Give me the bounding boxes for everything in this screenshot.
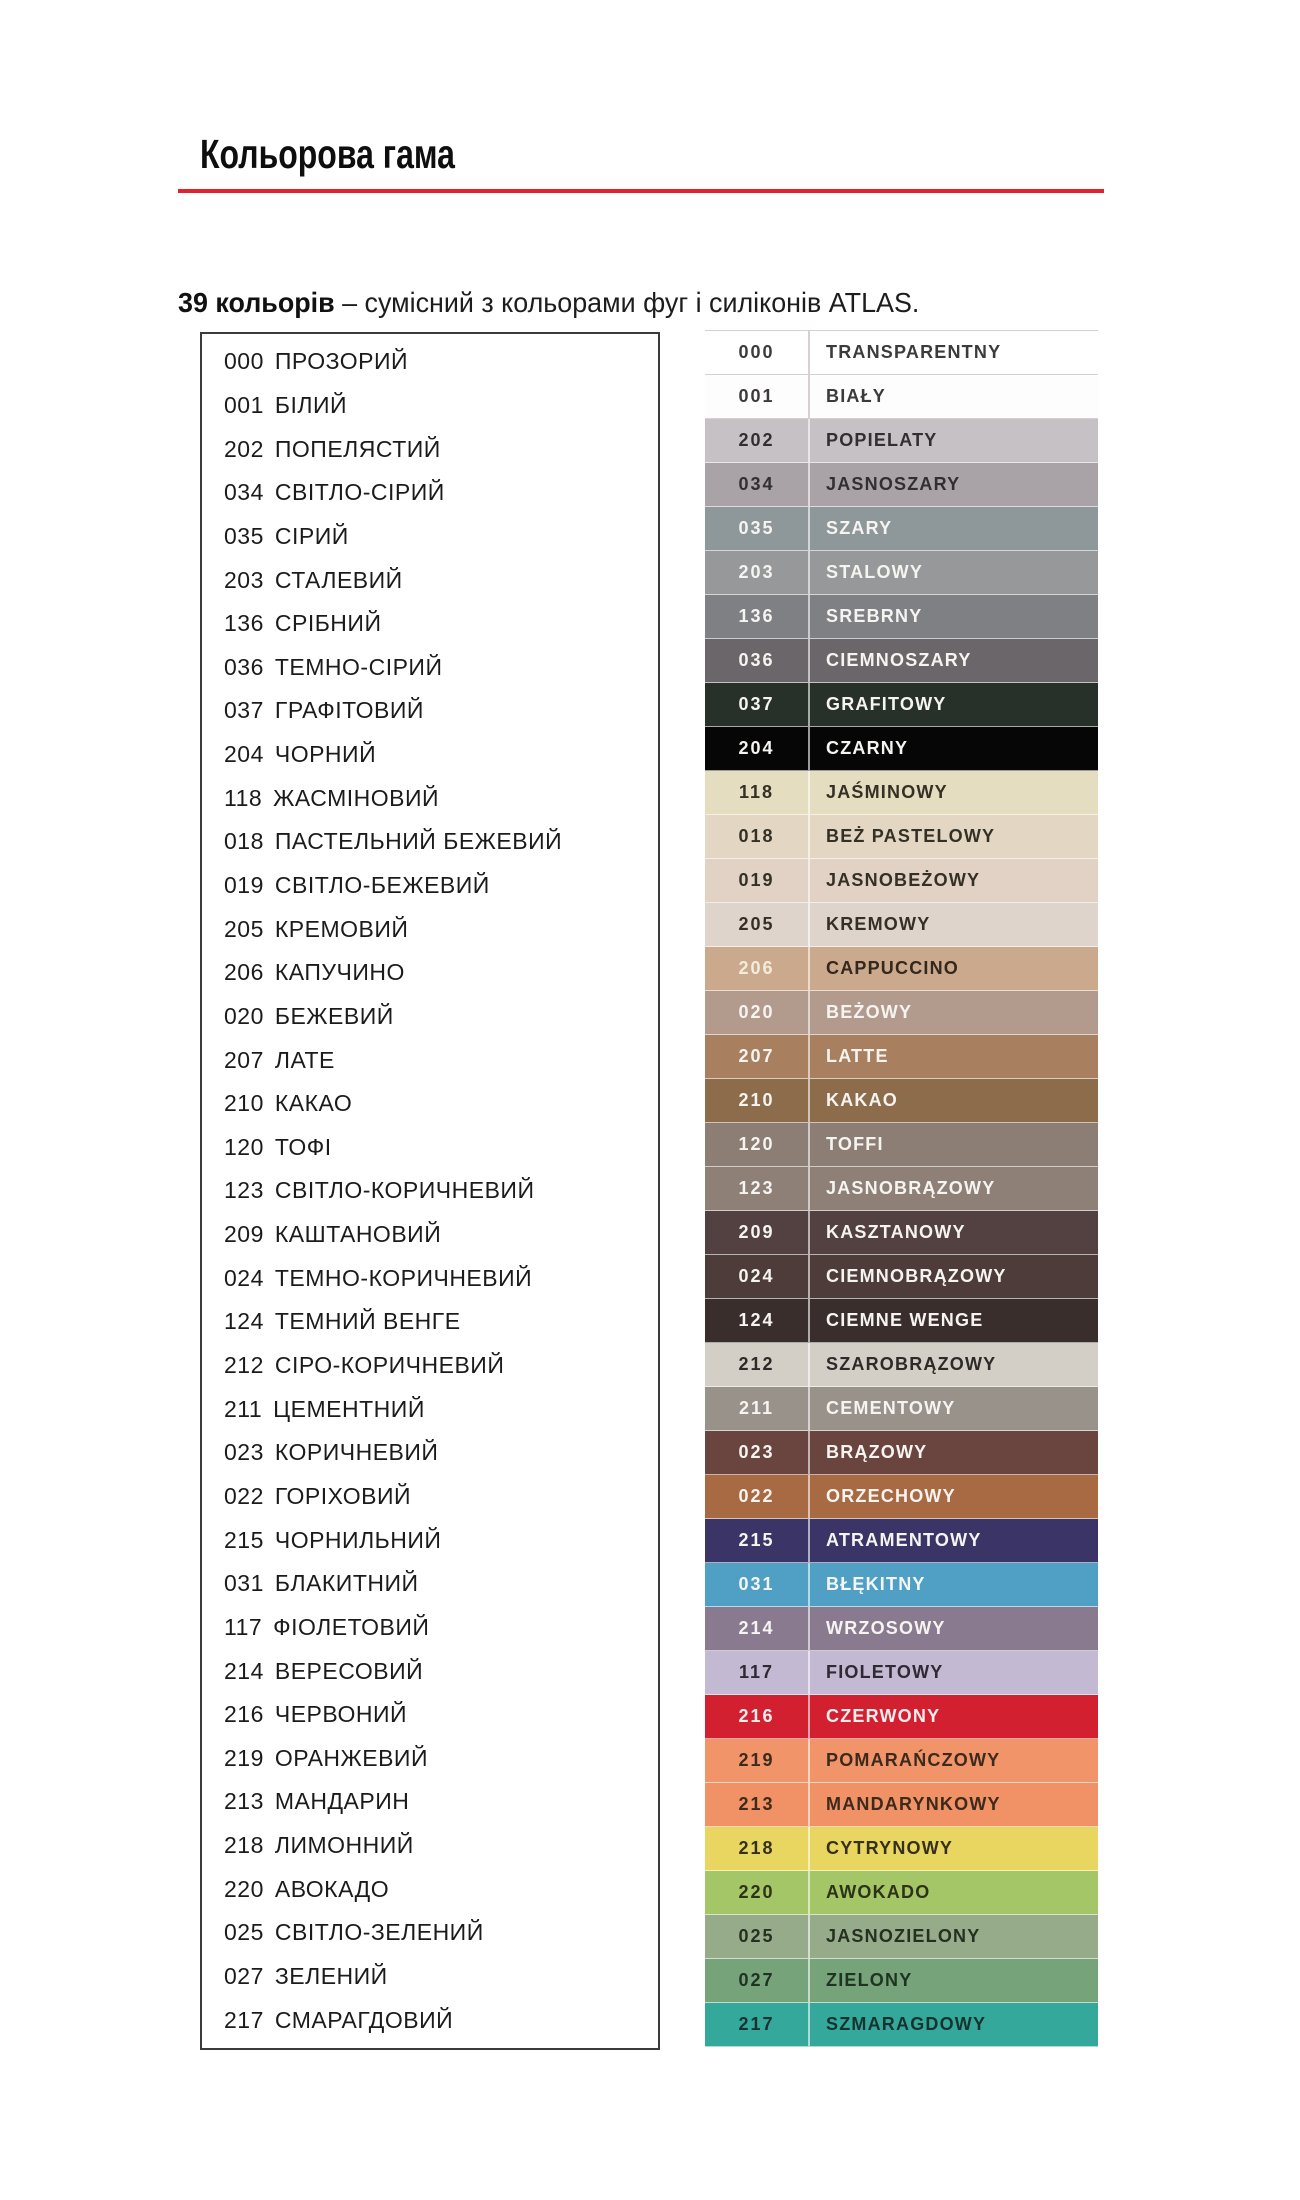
- list-item: [224, 699, 654, 722]
- color-name-cell: BEŻOWY: [826, 1002, 913, 1022]
- list-item: [224, 1092, 654, 1115]
- list-item-name: ТЕМНО-КОРИЧНЕВИЙ: [274, 1264, 533, 1291]
- color-code-cell: 020: [705, 991, 810, 1034]
- list-item-code: 213: [224, 1788, 264, 1815]
- list-item: [224, 1046, 654, 1073]
- color-name-cell: MANDARYNKOWY: [826, 1794, 1001, 1814]
- list-item: [224, 1395, 654, 1422]
- color-name-cell: AWOKADO: [826, 1882, 931, 1902]
- color-code-cell: 027: [705, 1959, 810, 2002]
- color-table-row: [705, 1123, 1098, 1167]
- list-item-name: БЛАКИТНИЙ: [274, 1570, 419, 1597]
- list-item-name: ФІОЛЕТОВИЙ: [273, 1613, 430, 1640]
- page-title: Кольорова гама: [200, 131, 455, 177]
- list-item-code: 118: [224, 784, 263, 811]
- list-item: [224, 1223, 654, 1246]
- color-code-cell: 025: [705, 1915, 810, 1958]
- list-item-code: 031: [224, 1570, 264, 1597]
- list-item-name: ТЕМНО-СІРИЙ: [274, 653, 443, 680]
- list-item: [224, 1744, 654, 1771]
- list-item-code: 209: [224, 1221, 264, 1248]
- color-table-row: [705, 859, 1098, 903]
- color-code-cell: 215: [705, 1519, 810, 1562]
- page-subtitle: [178, 287, 919, 319]
- color-code-cell: 209: [705, 1211, 810, 1254]
- color-code-cell: 001: [705, 375, 810, 418]
- color-name-cell: CZERWONY: [826, 1706, 941, 1726]
- list-item-name: ГОРІХОВИЙ: [274, 1482, 412, 1509]
- list-item: [224, 391, 654, 418]
- list-item-code: 216: [224, 1701, 264, 1728]
- list-item: [224, 1965, 654, 1988]
- list-item-code: 136: [224, 610, 264, 637]
- list-item-name: ПОПЕЛЯСТИЙ: [274, 435, 441, 462]
- color-code-cell: 210: [705, 1079, 810, 1122]
- list-item: [224, 612, 654, 635]
- color-code-cell: 214: [705, 1607, 810, 1650]
- color-table-row: [705, 1035, 1098, 1079]
- list-item-code: 036: [224, 653, 264, 680]
- color-table-row: [705, 1519, 1098, 1563]
- list-item: [224, 1572, 654, 1595]
- list-item: [224, 961, 654, 984]
- color-code-cell: 207: [705, 1035, 810, 1078]
- list-item: [224, 1264, 654, 1291]
- list-item: [224, 1613, 654, 1640]
- list-item-name: ОРАНЖЕВИЙ: [274, 1744, 428, 1771]
- list-item-name: КАКАО: [274, 1090, 353, 1117]
- list-item: [224, 481, 654, 504]
- list-item-code: 117: [224, 1613, 263, 1640]
- list-item: [224, 1703, 654, 1726]
- list-item-code: 000: [224, 348, 264, 375]
- list-item-code: 220: [224, 1875, 264, 1902]
- color-table-row: [705, 903, 1098, 947]
- subtitle-color-count: 39 кольорів: [178, 287, 335, 318]
- list-item-name: ЦЕМЕНТНИЙ: [273, 1395, 425, 1422]
- color-table-row: [705, 1343, 1098, 1387]
- list-item-code: 206: [224, 959, 264, 986]
- color-name-cell: CIEMNOSZARY: [826, 650, 972, 670]
- color-code-cell: 206: [705, 947, 810, 990]
- list-item: [224, 350, 654, 373]
- list-item-name: СТАЛЕВИЙ: [274, 566, 403, 593]
- list-item-name: КОРИЧНЕВИЙ: [274, 1439, 439, 1466]
- color-table-row: [705, 1299, 1098, 1343]
- list-item-name: СМАРАГДОВИЙ: [274, 2006, 454, 2033]
- color-code-cell: 034: [705, 463, 810, 506]
- color-table-row: [705, 639, 1098, 683]
- color-name-cell: BRĄZOWY: [826, 1442, 928, 1462]
- list-item-name: СВІТЛО-СІРИЙ: [274, 479, 445, 506]
- color-name-cell: CEMENTOWY: [826, 1398, 956, 1418]
- color-code-cell: 031: [705, 1563, 810, 1606]
- color-code-cell: 036: [705, 639, 810, 682]
- list-item: [224, 1002, 654, 1029]
- color-name-cell: BŁĘKITNY: [826, 1574, 926, 1594]
- list-item-code: 124: [224, 1308, 264, 1335]
- list-item: [224, 830, 654, 853]
- list-item-name: СІРИЙ: [274, 522, 349, 549]
- color-code-cell: 211: [705, 1387, 810, 1430]
- color-code-cell: 019: [705, 859, 810, 902]
- color-table-row: [705, 947, 1098, 991]
- color-name-cell: KAKAO: [826, 1090, 898, 1110]
- color-name-cell: GRAFITOWY: [826, 694, 947, 714]
- list-item-name: ЖАСМІНОВИЙ: [273, 784, 440, 811]
- color-code-cell: 202: [705, 419, 810, 462]
- list-item-code: 202: [224, 435, 264, 462]
- list-item-name: ЛАТЕ: [274, 1046, 335, 1073]
- list-item-name: СВІТЛО-БЕЖЕВИЙ: [274, 872, 490, 898]
- color-code-cell: 120: [705, 1123, 810, 1166]
- color-table-row: [705, 1475, 1098, 1519]
- color-name-cell: SZAROBRĄZOWY: [826, 1354, 997, 1374]
- list-item-code: 210: [224, 1090, 264, 1117]
- list-item-code: 204: [224, 741, 264, 768]
- color-table-row: [705, 1167, 1098, 1211]
- list-item: [224, 743, 654, 766]
- color-table-row: [705, 375, 1098, 419]
- list-item-name: ТОФІ: [274, 1133, 332, 1160]
- list-item-name: ПАСТЕЛЬНИЙ БЕЖЕВИЙ: [274, 828, 563, 855]
- color-name-cell: ZIELONY: [826, 1970, 913, 1990]
- color-name-cell: POMARAŃCZOWY: [826, 1750, 1001, 1770]
- color-code-cell: 037: [705, 683, 810, 726]
- list-item: [224, 1657, 654, 1684]
- color-code-cell: 124: [705, 1299, 810, 1342]
- color-table-row: [705, 1783, 1098, 1827]
- color-table-row: [705, 1739, 1098, 1783]
- list-item: [224, 653, 654, 680]
- list-item-name: БЕЖЕВИЙ: [274, 1002, 394, 1029]
- color-list-box: [200, 332, 660, 2050]
- list-item-name: СВІТЛО-ЗЕЛЕНИЙ: [274, 1919, 484, 1946]
- color-table-row: [705, 1255, 1098, 1299]
- color-table-row: [705, 1563, 1098, 1607]
- color-table-row: [705, 595, 1098, 639]
- list-item: [224, 1354, 654, 1377]
- list-item-name: СІРО-КОРИЧНЕВИЙ: [274, 1352, 505, 1379]
- list-item-code: 024: [224, 1264, 264, 1291]
- color-swatch-table: [705, 330, 1098, 2047]
- color-table-row: [705, 1431, 1098, 1475]
- list-item-name: СРІБНИЙ: [274, 610, 382, 637]
- list-item-name: ЧОРНИЛЬНИЙ: [274, 1526, 442, 1553]
- color-table-row: [705, 1959, 1098, 2003]
- color-table-row: [705, 1915, 1098, 1959]
- color-table-row: [705, 815, 1098, 859]
- list-item-code: 215: [224, 1526, 264, 1553]
- color-name-cell: JASNOBEŻOWY: [826, 870, 981, 890]
- color-name-cell: ATRAMENTOWY: [826, 1530, 982, 1550]
- color-code-cell: 035: [705, 507, 810, 550]
- color-name-cell: CYTRYNOWY: [826, 1838, 954, 1858]
- list-item-name: БІЛИЙ: [274, 391, 348, 418]
- title-underline-rule: [178, 189, 1104, 193]
- color-table-row: [705, 683, 1098, 727]
- color-code-cell: 216: [705, 1695, 810, 1738]
- color-table-row: [705, 1211, 1098, 1255]
- list-item-code: 019: [224, 872, 264, 898]
- color-code-cell: 118: [705, 771, 810, 814]
- color-name-cell: CAPPUCCINO: [826, 958, 960, 978]
- color-table-row: [705, 1695, 1098, 1739]
- color-table-row: [705, 551, 1098, 595]
- color-name-cell: KREMOWY: [826, 914, 931, 934]
- color-name-cell: SREBRNY: [826, 606, 923, 626]
- color-name-cell: KASZTANOWY: [826, 1222, 966, 1242]
- list-item: [224, 435, 654, 462]
- list-item: [224, 1921, 654, 1944]
- color-code-cell: 204: [705, 727, 810, 770]
- color-table-row: [705, 771, 1098, 815]
- color-code-cell: 000: [705, 331, 810, 374]
- list-item-name: АВОКАДО: [274, 1875, 390, 1902]
- color-name-cell: JASNOSZARY: [826, 474, 961, 494]
- list-item-name: КАШТАНОВИЙ: [274, 1221, 442, 1248]
- color-name-cell: JASNOZIELONY: [826, 1926, 981, 1946]
- color-name-cell: ORZECHOWY: [826, 1486, 956, 1506]
- color-name-cell: JASNOBRĄZOWY: [826, 1178, 996, 1198]
- list-item: [224, 1526, 654, 1553]
- list-item-name: МАНДАРИН: [274, 1788, 410, 1815]
- color-name-cell: TOFFI: [826, 1134, 884, 1154]
- list-item: [224, 1179, 654, 1202]
- color-name-cell: CZARNY: [826, 738, 909, 758]
- list-item-code: 205: [224, 915, 264, 942]
- color-name-cell: TRANSPARENTNY: [826, 342, 1002, 362]
- list-item: [224, 566, 654, 593]
- color-code-cell: 018: [705, 815, 810, 858]
- color-name-cell: BEŻ PASTELOWY: [826, 826, 996, 846]
- list-item-name: ЗЕЛЕНИЙ: [274, 1963, 388, 1990]
- color-table-row: [705, 1651, 1098, 1695]
- color-code-cell: 220: [705, 1871, 810, 1914]
- color-table-row: [705, 1827, 1098, 1871]
- color-name-cell: FIOLETOWY: [826, 1662, 944, 1682]
- subtitle-text: – сумісний з кольорами фуг і силіконів ATLAS.: [334, 287, 920, 318]
- color-table-row: [705, 991, 1098, 1035]
- list-item-name: КРЕМОВИЙ: [274, 915, 409, 942]
- color-code-cell: 136: [705, 595, 810, 638]
- list-item: [224, 1875, 654, 1902]
- list-item-code: 023: [224, 1439, 264, 1466]
- list-item: [224, 1482, 654, 1509]
- color-code-cell: 023: [705, 1431, 810, 1474]
- color-code-cell: 219: [705, 1739, 810, 1782]
- list-item-code: 034: [224, 479, 264, 506]
- color-code-cell: 218: [705, 1827, 810, 1870]
- list-item-code: 001: [224, 391, 264, 418]
- list-item-name: ЛИМОННИЙ: [274, 1832, 414, 1859]
- color-name-cell: CIEMNE WENGE: [826, 1310, 984, 1330]
- color-code-cell: 212: [705, 1343, 810, 1386]
- color-table-row: [705, 1607, 1098, 1651]
- list-item: [224, 2006, 654, 2033]
- list-item-code: 217: [224, 2006, 264, 2033]
- list-item-name: ВЕРЕСОВИЙ: [274, 1657, 424, 1684]
- list-item-code: 212: [224, 1352, 264, 1379]
- color-name-cell: JAŚMINOWY: [826, 782, 948, 802]
- list-item: [224, 1790, 654, 1813]
- list-item-code: 037: [224, 697, 264, 724]
- list-item-name: ТЕМНИЙ ВЕНГЕ: [274, 1308, 461, 1335]
- list-item-code: 211: [224, 1395, 263, 1422]
- list-item-code: 219: [224, 1744, 264, 1771]
- color-table-row: [705, 1387, 1098, 1431]
- color-code-cell: 203: [705, 551, 810, 594]
- color-code-cell: 217: [705, 2003, 810, 2046]
- color-name-cell: WRZOSOWY: [826, 1618, 946, 1638]
- list-item-code: 123: [224, 1177, 264, 1204]
- color-name-cell: BIAŁY: [826, 386, 886, 406]
- list-item: [224, 784, 654, 811]
- list-item: [224, 1310, 654, 1333]
- color-table-row: [705, 419, 1098, 463]
- color-table-row: [705, 1871, 1098, 1915]
- color-name-cell: CIEMNOBRĄZOWY: [826, 1266, 1007, 1286]
- color-name-cell: STALOWY: [826, 562, 924, 582]
- color-code-cell: 213: [705, 1783, 810, 1826]
- list-item-code: 120: [224, 1133, 264, 1160]
- list-item-code: 218: [224, 1832, 264, 1859]
- color-name-cell: SZMARAGDOWY: [826, 2014, 987, 2034]
- list-item-name: ГРАФІТОВИЙ: [274, 697, 424, 724]
- color-table-row: [705, 2003, 1098, 2047]
- list-item: [224, 1441, 654, 1464]
- list-item-code: 027: [224, 1963, 264, 1990]
- list-item-code: 018: [224, 828, 264, 855]
- list-item-name: ЧЕРВОНИЙ: [274, 1701, 408, 1728]
- color-name-cell: POPIELATY: [826, 430, 938, 450]
- list-item-name: КАПУЧИНО: [274, 959, 405, 986]
- list-item-name: ЧОРНИЙ: [274, 741, 377, 768]
- list-item-code: 203: [224, 566, 264, 593]
- list-item-name: ПРОЗОРИЙ: [274, 348, 409, 375]
- color-table-row: [705, 463, 1098, 507]
- color-code-cell: 024: [705, 1255, 810, 1298]
- list-item: [224, 1133, 654, 1160]
- list-item-code: 022: [224, 1482, 264, 1509]
- color-table-row: [705, 507, 1098, 551]
- color-table-row: [705, 727, 1098, 771]
- color-name-cell: SZARY: [826, 518, 893, 538]
- list-item-code: 035: [224, 522, 264, 549]
- list-item: [224, 1834, 654, 1857]
- list-item-name: СВІТЛО-КОРИЧНЕВИЙ: [274, 1177, 535, 1204]
- list-item-code: 020: [224, 1002, 264, 1029]
- list-item: [224, 874, 654, 897]
- list-item-code: 214: [224, 1657, 264, 1684]
- color-table-row: [705, 331, 1098, 375]
- list-item: [224, 522, 654, 549]
- list-item-code: 025: [224, 1919, 264, 1946]
- list-item-code: 207: [224, 1046, 264, 1073]
- color-code-cell: 123: [705, 1167, 810, 1210]
- color-name-cell: LATTE: [826, 1046, 889, 1066]
- color-table-row: [705, 1079, 1098, 1123]
- color-code-cell: 205: [705, 903, 810, 946]
- color-code-cell: 117: [705, 1651, 810, 1694]
- color-code-cell: 022: [705, 1475, 810, 1518]
- list-item: [224, 915, 654, 942]
